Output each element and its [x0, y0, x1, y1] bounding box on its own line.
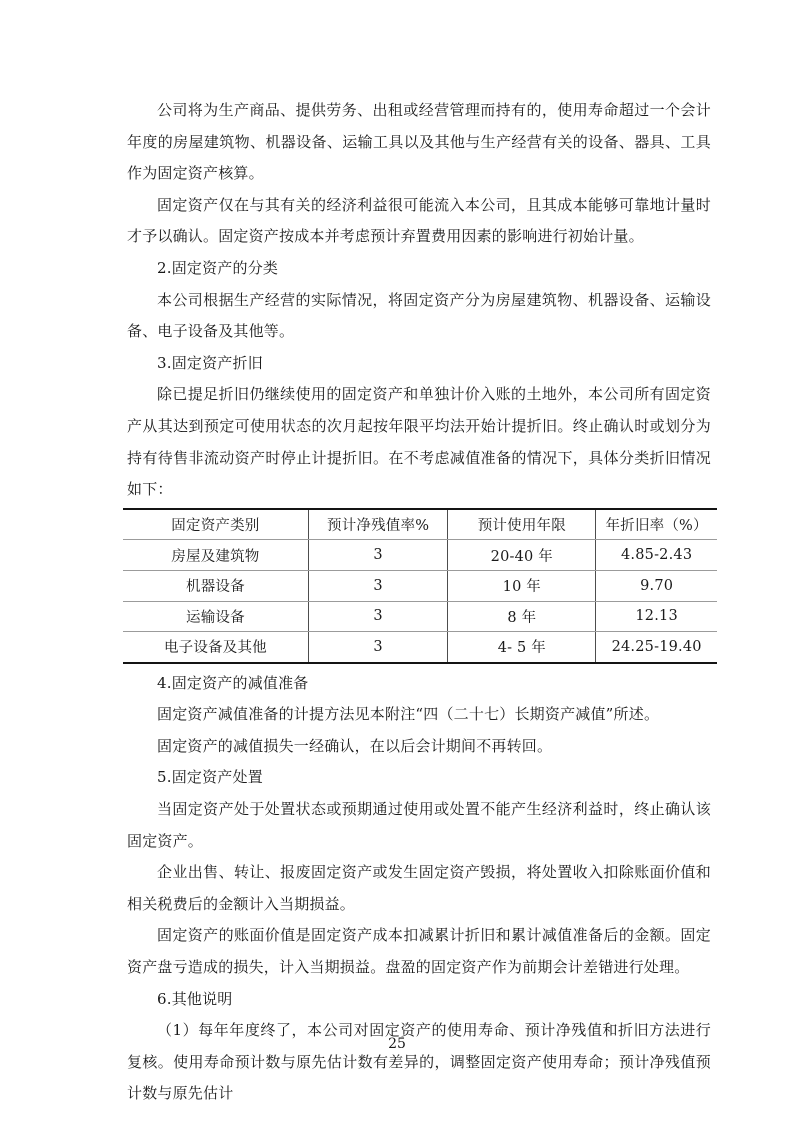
table-header-cell: 固定资产类别 — [123, 509, 308, 540]
section-heading: 3.固定资产折旧 — [157, 353, 263, 372]
table-cell: 3 — [308, 632, 448, 663]
paragraph: （1）每年年度终了，本公司对固定资产的使用寿命、预计净残值和折旧方法进行复核。使用寿命预计数与原先估计数有差异的，调整固定资产使用寿命；预计净残值预计数与原先估计 — [127, 1021, 711, 1103]
paragraph: 除已提足折旧仍继续使用的固定资产和单独计价入账的土地外，本公司所有固定资产从其达到预定可使用状态的次月起按年限平均法开始计提折旧。终止确认时或划分为持有待售非流动资产时停止计提折旧。在不考虑减值准备的情况下，具体分类折旧情况如下： — [127, 385, 711, 499]
depreciation-table-header — [123, 509, 717, 540]
page-content — [127, 95, 711, 1110]
section-heading: 6.其他说明 — [157, 989, 233, 1008]
paragraph: 固定资产的账面价值是固定资产成本扣减累计折旧和累计减值准备后的金额。固定资产盘亏造成的损失，计入当期损益。盘盈的固定资产作为前期会计差错进行处理。 — [127, 926, 711, 977]
table-cell: 房屋及建筑物 — [123, 540, 308, 571]
table-row — [123, 540, 717, 571]
table-cell: 电子设备及其他 — [123, 632, 308, 663]
section-heading: 5.固定资产处置 — [157, 768, 263, 787]
section-heading: 4.固定资产的减值准备 — [157, 673, 309, 692]
table-cell: 3 — [308, 540, 448, 571]
table-cell: 9.70 — [596, 570, 717, 601]
table-header-row — [123, 509, 717, 540]
table-cell: 12.13 — [596, 601, 717, 632]
table-cell: 3 — [308, 601, 448, 632]
table-header-cell: 年折旧率（%） — [596, 509, 717, 540]
table-cell: 10 年 — [448, 570, 596, 601]
table-cell: 8 年 — [448, 601, 596, 632]
table-row — [123, 601, 717, 632]
table-cell: 4- 5 年 — [448, 632, 596, 663]
section-heading: 2.固定资产的分类 — [157, 258, 279, 277]
paragraph: 固定资产仅在与其有关的经济利益很可能流入本公司，且其成本能够可靠地计量时才予以确认。固定资产按成本并考虑预计弃置费用因素的影响进行初始计量。 — [127, 195, 711, 246]
table-header-cell: 预计使用年限 — [448, 509, 596, 540]
table-cell: 24.25-19.40 — [611, 638, 702, 655]
paragraph: 当固定资产处于处置状态或预期通过使用或处置不能产生经济利益时，终止确认该固定资产。 — [127, 800, 711, 850]
depreciation-table-body — [123, 540, 717, 663]
paragraph: 本公司根据生产经营的实际情况，将固定资产分为房屋建筑物、机器设备、运输设备、电子设备及其他等。 — [127, 290, 711, 341]
table-cell: 4.85-2.43 — [596, 540, 717, 571]
table-cell: 20-40 年 — [448, 540, 596, 571]
depreciation-table — [123, 508, 717, 664]
table-cell: 运输设备 — [123, 601, 308, 632]
paragraph: 公司将为生产商品、提供劳务、出租或经营管理而持有的，使用寿命超过一个会计年度的房屋建筑物、机器设备、运输工具以及其他与生产经营有关的设备、器具、工具作为固定资产核算。 — [127, 101, 711, 183]
paragraph: 企业出售、转让、报废固定资产或发生固定资产毁损，将处置收入扣除账面价值和相关税费后的金额计入当期损益。 — [127, 863, 711, 913]
paragraph: 固定资产减值准备的计提方法见本附注“四（二十七）长期资产减值”所述。 — [157, 705, 660, 724]
paragraph: 固定资产的减值损失一经确认，在以后会计期间不再转回。 — [157, 736, 553, 755]
table-row — [123, 632, 717, 663]
table-header-cell: 预计净残值率% — [308, 509, 448, 540]
table-row — [123, 570, 717, 601]
table-cell: 机器设备 — [123, 570, 308, 601]
table-cell: 3 — [308, 570, 448, 601]
page-number: 25 — [388, 1036, 406, 1052]
